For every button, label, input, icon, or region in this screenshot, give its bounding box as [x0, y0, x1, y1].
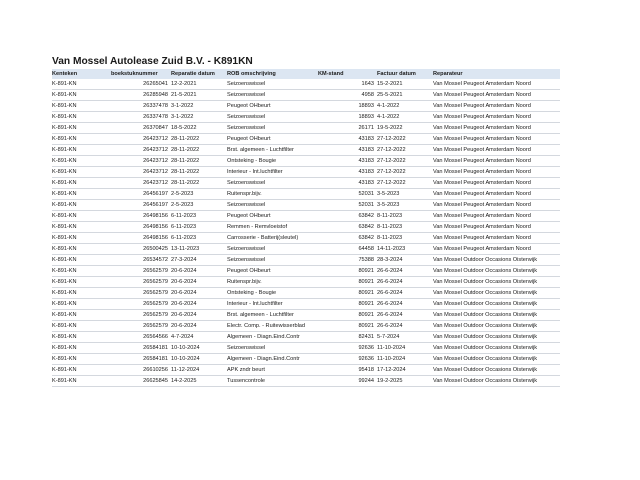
header-boekstuknummer: boekstuknummer	[111, 71, 158, 77]
km-stand-cell: 43183	[358, 169, 374, 175]
table-row	[52, 376, 560, 387]
reparatie-datum-cell: 20-6-2024	[171, 268, 197, 274]
factuur-datum-cell: 8-11-2023	[377, 235, 403, 241]
reparateur-cell: Van Mossel Peugeot Amsterdam Noord	[433, 224, 531, 230]
factuur-datum-cell: 19-5-2022	[377, 125, 403, 131]
kenteken-cell: K-891-KN	[52, 169, 77, 175]
factuur-datum-cell: 26-6-2024	[377, 279, 403, 285]
factuur-datum-cell: 28-3-2024	[377, 257, 403, 263]
factuur-datum-cell: 25-5-2021	[377, 92, 403, 98]
factuur-datum-cell: 19-2-2025	[377, 378, 403, 384]
reparateur-cell: Van Mossel Peugeot Amsterdam Noord	[433, 202, 531, 208]
table-row	[52, 266, 560, 277]
boekstuknummer-cell: 26498156	[143, 235, 168, 241]
document	[52, 55, 560, 387]
reparateur-cell: Van Mossel Peugeot Amsterdam Noord	[433, 125, 531, 131]
table-row	[52, 310, 560, 321]
rob-omschrijving-cell: Seizoenswissel	[227, 202, 266, 208]
kenteken-cell: K-891-KN	[52, 312, 77, 318]
km-stand-cell: 52031	[358, 202, 374, 208]
km-stand-cell: 92636	[358, 345, 374, 351]
factuur-datum-cell: 27-12-2022	[377, 169, 406, 175]
kenteken-cell: K-891-KN	[52, 279, 77, 285]
rob-omschrijving-cell: APK zndr beurt	[227, 367, 265, 373]
reparatie-datum-cell: 28-11-2022	[171, 136, 200, 142]
kenteken-cell: K-891-KN	[52, 191, 77, 197]
factuur-datum-cell: 8-11-2023	[377, 213, 403, 219]
reparateur-cell: Van Mossel Peugeot Amsterdam Noord	[433, 213, 531, 219]
table-row	[52, 354, 560, 365]
table-row	[52, 156, 560, 167]
kenteken-cell: K-891-KN	[52, 147, 77, 153]
boekstuknummer-cell: 26562579	[143, 290, 168, 296]
rob-omschrijving-cell: Seizoenswissel	[227, 81, 266, 87]
kenteken-cell: K-891-KN	[52, 92, 77, 98]
rob-omschrijving-cell: Peugeot OHbeurt	[227, 213, 271, 219]
table-row	[52, 167, 560, 178]
rob-omschrijving-cell: Peugeot OHbeurt	[227, 103, 271, 109]
reparatie-datum-cell: 14-2-2025	[171, 378, 197, 384]
reparatie-datum-cell: 28-11-2022	[171, 169, 200, 175]
kenteken-cell: K-891-KN	[52, 334, 77, 340]
table-row	[52, 145, 560, 156]
table-row	[52, 189, 560, 200]
kenteken-cell: K-891-KN	[52, 367, 77, 373]
table-row	[52, 101, 560, 112]
km-stand-cell: 43183	[358, 180, 374, 186]
kenteken-cell: K-891-KN	[52, 103, 77, 109]
rob-omschrijving-cell: Algemeen - Diagn.Eind.Contr	[227, 356, 300, 362]
factuur-datum-cell: 26-6-2024	[377, 301, 403, 307]
reparateur-cell: Van Mossel Outdoor Occasions Oisterwijk	[433, 290, 538, 296]
factuur-datum-cell: 11-10-2024	[377, 356, 406, 362]
kenteken-cell: K-891-KN	[52, 323, 77, 329]
km-stand-cell: 95418	[358, 367, 374, 373]
km-stand-cell: 75388	[358, 257, 374, 263]
reparateur-cell: Van Mossel Outdoor Occasions Oisterwijk	[433, 334, 538, 340]
boekstuknummer-cell: 26584181	[143, 345, 168, 351]
boekstuknummer-cell: 26562579	[143, 323, 168, 329]
rob-omschrijving-cell: Seizoenswissel	[227, 114, 266, 120]
reparatie-datum-cell: 20-6-2024	[171, 301, 197, 307]
reparatie-datum-cell: 10-10-2024	[171, 345, 200, 351]
km-stand-cell: 43183	[358, 158, 374, 164]
reparatie-datum-cell: 2-5-2023	[171, 202, 194, 208]
rob-omschrijving-cell: Electr. Comp. - Ruitewisserblad	[227, 323, 306, 329]
boekstuknummer-cell: 26534572	[143, 257, 168, 263]
rob-omschrijving-cell: Seizoenswissel	[227, 257, 266, 263]
boekstuknummer-cell: 26564566	[143, 334, 168, 340]
reparatie-datum-cell: 28-11-2022	[171, 158, 200, 164]
factuur-datum-cell: 4-1-2022	[377, 103, 400, 109]
factuur-datum-cell: 15-2-2021	[377, 81, 403, 87]
kenteken-cell: K-891-KN	[52, 356, 77, 362]
reparateur-cell: Van Mossel Peugeot Amsterdam Noord	[433, 158, 531, 164]
km-stand-cell: 80921	[358, 312, 374, 318]
reparateur-cell: Van Mossel Outdoor Occasions Oisterwijk	[433, 356, 538, 362]
kenteken-cell: K-891-KN	[52, 114, 77, 120]
kenteken-cell: K-891-KN	[52, 290, 77, 296]
km-stand-cell: 18893	[358, 103, 374, 109]
header-reparatie-datum: Reparatie datum	[171, 71, 215, 77]
reparateur-cell: Van Mossel Outdoor Occasions Oisterwijk	[433, 323, 538, 329]
table-row	[52, 211, 560, 222]
factuur-datum-cell: 26-6-2024	[377, 323, 403, 329]
rob-omschrijving-cell: Remmen - Remvloeistof	[227, 224, 287, 230]
table-row	[52, 343, 560, 354]
factuur-datum-cell: 5-7-2024	[377, 334, 400, 340]
km-stand-cell: 18893	[358, 114, 374, 120]
kenteken-cell: K-891-KN	[52, 158, 77, 164]
rob-omschrijving-cell: Interieur - Int.luchtfilter	[227, 301, 283, 307]
km-stand-cell: 80921	[358, 290, 374, 296]
boekstuknummer-cell: 26337478	[143, 103, 168, 109]
reparatie-datum-cell: 10-10-2024	[171, 356, 200, 362]
rob-omschrijving-cell: Carrosserie - Batterij(sleutel)	[227, 235, 299, 241]
km-stand-cell: 92636	[358, 356, 374, 362]
boekstuknummer-cell: 26498156	[143, 224, 168, 230]
header-km-stand: KM-stand	[318, 71, 344, 77]
km-stand-cell: 26171	[358, 125, 374, 131]
page-title: Van Mossel Autolease Zuid B.V. - K891KN	[52, 56, 253, 67]
reparateur-cell: Van Mossel Outdoor Occasions Oisterwijk	[433, 301, 538, 307]
boekstuknummer-cell: 26423712	[143, 158, 168, 164]
rob-omschrijving-cell: Seizoenswissel	[227, 180, 266, 186]
reparateur-cell: Van Mossel Peugeot Amsterdam Noord	[433, 136, 531, 142]
rob-omschrijving-cell: Seizoenswissel	[227, 92, 266, 98]
header-rob-omschrijving: ROB omschrijving	[227, 71, 276, 77]
table-row	[52, 244, 560, 255]
rob-omschrijving-cell: Peugeot OHbeurt	[227, 136, 271, 142]
reparatie-datum-cell: 3-1-2022	[171, 103, 194, 109]
km-stand-cell: 80921	[358, 268, 374, 274]
reparatie-datum-cell: 6-11-2023	[171, 213, 197, 219]
reparateur-cell: Van Mossel Outdoor Occasions Oisterwijk	[433, 367, 538, 373]
boekstuknummer-cell: 26562579	[143, 301, 168, 307]
boekstuknummer-cell: 26584181	[143, 356, 168, 362]
reparateur-cell: Van Mossel Peugeot Amsterdam Noord	[433, 114, 531, 120]
table-row	[52, 90, 560, 101]
rob-omschrijving-cell: Ruitenspr.bijv.	[227, 279, 262, 285]
km-stand-cell: 43183	[358, 147, 374, 153]
boekstuknummer-cell: 26562579	[143, 268, 168, 274]
reparatie-datum-cell: 27-3-2024	[171, 257, 197, 263]
reparateur-cell: Van Mossel Peugeot Amsterdam Noord	[433, 235, 531, 241]
reparateur-cell: Van Mossel Outdoor Occasions Oisterwijk	[433, 257, 538, 263]
reparatie-datum-cell: 3-1-2022	[171, 114, 194, 120]
rob-omschrijving-cell: Brst. algemeen - Luchtfilter	[227, 312, 294, 318]
kenteken-cell: K-891-KN	[52, 301, 77, 307]
boekstuknummer-cell: 26610256	[143, 367, 168, 373]
km-stand-cell: 63842	[358, 224, 374, 230]
reparatie-datum-cell: 6-11-2023	[171, 224, 197, 230]
km-stand-cell: 63842	[358, 213, 374, 219]
reparatie-datum-cell: 12-2-2021	[171, 81, 197, 87]
kenteken-cell: K-891-KN	[52, 378, 77, 384]
reparatie-datum-cell: 18-5-2022	[171, 125, 197, 131]
table-row	[52, 79, 560, 90]
table-row	[52, 332, 560, 343]
reparatie-datum-cell: 20-6-2024	[171, 312, 197, 318]
kenteken-cell: K-891-KN	[52, 235, 77, 241]
boekstuknummer-cell: 26562579	[143, 312, 168, 318]
rob-omschrijving-cell: Brst. algemeen - Luchtfilter	[227, 147, 294, 153]
table-row	[52, 123, 560, 134]
factuur-datum-cell: 17-12-2024	[377, 367, 406, 373]
table-row	[52, 112, 560, 123]
reparatie-datum-cell: 13-11-2023	[171, 246, 200, 252]
reparatie-datum-cell: 21-5-2021	[171, 92, 197, 98]
reparatie-datum-cell: 4-7-2024	[171, 334, 194, 340]
kenteken-cell: K-891-KN	[52, 202, 77, 208]
factuur-datum-cell: 27-12-2022	[377, 180, 406, 186]
boekstuknummer-cell: 26285948	[143, 92, 168, 98]
reparatie-datum-cell: 20-6-2024	[171, 323, 197, 329]
boekstuknummer-cell: 26265041	[143, 81, 168, 87]
factuur-datum-cell: 4-1-2022	[377, 114, 400, 120]
factuur-datum-cell: 27-12-2022	[377, 136, 406, 142]
boekstuknummer-cell: 26423712	[143, 180, 168, 186]
reparatie-datum-cell: 28-11-2022	[171, 180, 200, 186]
reparateur-cell: Van Mossel Peugeot Amsterdam Noord	[433, 103, 531, 109]
factuur-datum-cell: 14-11-2023	[377, 246, 406, 252]
reparateur-cell: Van Mossel Peugeot Amsterdam Noord	[433, 147, 531, 153]
boekstuknummer-cell: 26562579	[143, 279, 168, 285]
table-row	[52, 277, 560, 288]
header-factuur-datum: Factuur datum	[377, 71, 416, 77]
reparateur-cell: Van Mossel Peugeot Amsterdam Noord	[433, 180, 531, 186]
factuur-datum-cell: 26-6-2024	[377, 312, 403, 318]
rob-omschrijving-cell: Ontsteking - Bougie	[227, 158, 277, 164]
kenteken-cell: K-891-KN	[52, 180, 77, 186]
km-stand-cell: 43183	[358, 136, 374, 142]
factuur-datum-cell: 27-12-2022	[377, 158, 406, 164]
km-stand-cell: 52031	[358, 191, 374, 197]
rob-omschrijving-cell: Ontsteking - Bougie	[227, 290, 277, 296]
kenteken-cell: K-891-KN	[52, 81, 77, 87]
kenteken-cell: K-891-KN	[52, 268, 77, 274]
factuur-datum-cell: 3-5-2023	[377, 202, 400, 208]
reparateur-cell: Van Mossel Outdoor Occasions Oisterwijk	[433, 312, 538, 318]
km-stand-cell: 82431	[358, 334, 374, 340]
factuur-datum-cell: 26-6-2024	[377, 268, 403, 274]
km-stand-cell: 80921	[358, 323, 374, 329]
table-row	[52, 255, 560, 266]
boekstuknummer-cell: 26337478	[143, 114, 168, 120]
boekstuknummer-cell: 26423712	[143, 136, 168, 142]
rob-omschrijving-cell: Algemeen - Diagn.Eind.Contr	[227, 334, 300, 340]
table-row	[52, 134, 560, 145]
reparateur-cell: Van Mossel Outdoor Occasions Oisterwijk	[433, 268, 538, 274]
header-reparateur: Reparateur	[433, 71, 463, 77]
table-row	[52, 233, 560, 244]
reparateur-cell: Van Mossel Outdoor Occasions Oisterwijk	[433, 378, 538, 384]
factuur-datum-cell: 11-10-2024	[377, 345, 406, 351]
factuur-datum-cell: 3-5-2023	[377, 191, 400, 197]
kenteken-cell: K-891-KN	[52, 224, 77, 230]
boekstuknummer-cell: 26500425	[143, 246, 168, 252]
rob-omschrijving-cell: Seizoenswissel	[227, 125, 266, 131]
reparateur-cell: Van Mossel Peugeot Amsterdam Noord	[433, 191, 531, 197]
factuur-datum-cell: 8-11-2023	[377, 224, 403, 230]
km-stand-cell: 80921	[358, 279, 374, 285]
reparateur-cell: Van Mossel Outdoor Occasions Oisterwijk	[433, 279, 538, 285]
table-row	[52, 178, 560, 189]
reparatie-datum-cell: 2-5-2023	[171, 191, 194, 197]
kenteken-cell: K-891-KN	[52, 125, 77, 131]
reparatie-datum-cell: 28-11-2022	[171, 147, 200, 153]
table-row	[52, 365, 560, 376]
boekstuknummer-cell: 26456197	[143, 191, 168, 197]
km-stand-cell: 64458	[358, 246, 374, 252]
km-stand-cell: 80921	[358, 301, 374, 307]
reparatie-datum-cell: 11-12-2024	[171, 367, 200, 373]
reparateur-cell: Van Mossel Peugeot Amsterdam Noord	[433, 81, 531, 87]
table-row	[52, 321, 560, 332]
reparatie-datum-cell: 6-11-2023	[171, 235, 197, 241]
kenteken-cell: K-891-KN	[52, 246, 77, 252]
km-stand-cell: 1643	[361, 81, 374, 87]
reparateur-cell: Van Mossel Outdoor Occasions Oisterwijk	[433, 345, 538, 351]
kenteken-cell: K-891-KN	[52, 257, 77, 263]
repair-table	[52, 69, 560, 387]
boekstuknummer-cell: 26498156	[143, 213, 168, 219]
rob-omschrijving-cell: Ruitenspr.bijv.	[227, 191, 262, 197]
reparateur-cell: Van Mossel Peugeot Amsterdam Noord	[433, 169, 531, 175]
km-stand-cell: 63842	[358, 235, 374, 241]
kenteken-cell: K-891-KN	[52, 213, 77, 219]
rob-omschrijving-cell: Seizoenswissel	[227, 246, 266, 252]
header-kenteken: Kenteken	[52, 71, 78, 77]
table-header-row	[52, 69, 560, 79]
rob-omschrijving-cell: Tussencontrole	[227, 378, 266, 384]
rob-omschrijving-cell: Interieur - Int.luchtfilter	[227, 169, 283, 175]
table-row	[52, 222, 560, 233]
reparateur-cell: Van Mossel Peugeot Amsterdam Noord	[433, 246, 531, 252]
reparatie-datum-cell: 20-6-2024	[171, 290, 197, 296]
table-row	[52, 288, 560, 299]
boekstuknummer-cell: 26456197	[143, 202, 168, 208]
boekstuknummer-cell: 26423712	[143, 147, 168, 153]
table-row	[52, 200, 560, 211]
reparateur-cell: Van Mossel Peugeot Amsterdam Noord	[433, 92, 531, 98]
reparatie-datum-cell: 20-6-2024	[171, 279, 197, 285]
factuur-datum-cell: 26-6-2024	[377, 290, 403, 296]
km-stand-cell: 99244	[358, 378, 374, 384]
boekstuknummer-cell: 26423712	[143, 169, 168, 175]
rob-omschrijving-cell: Peugeot OHbeurt	[227, 268, 271, 274]
factuur-datum-cell: 27-12-2022	[377, 147, 406, 153]
table-row	[52, 299, 560, 310]
boekstuknummer-cell: 26625845	[143, 378, 168, 384]
table-body	[52, 79, 560, 387]
kenteken-cell: K-891-KN	[52, 136, 77, 142]
rob-omschrijving-cell: Seizoenswissel	[227, 345, 266, 351]
boekstuknummer-cell: 26370847	[143, 125, 168, 131]
kenteken-cell: K-891-KN	[52, 345, 77, 351]
km-stand-cell: 4958	[361, 92, 374, 98]
